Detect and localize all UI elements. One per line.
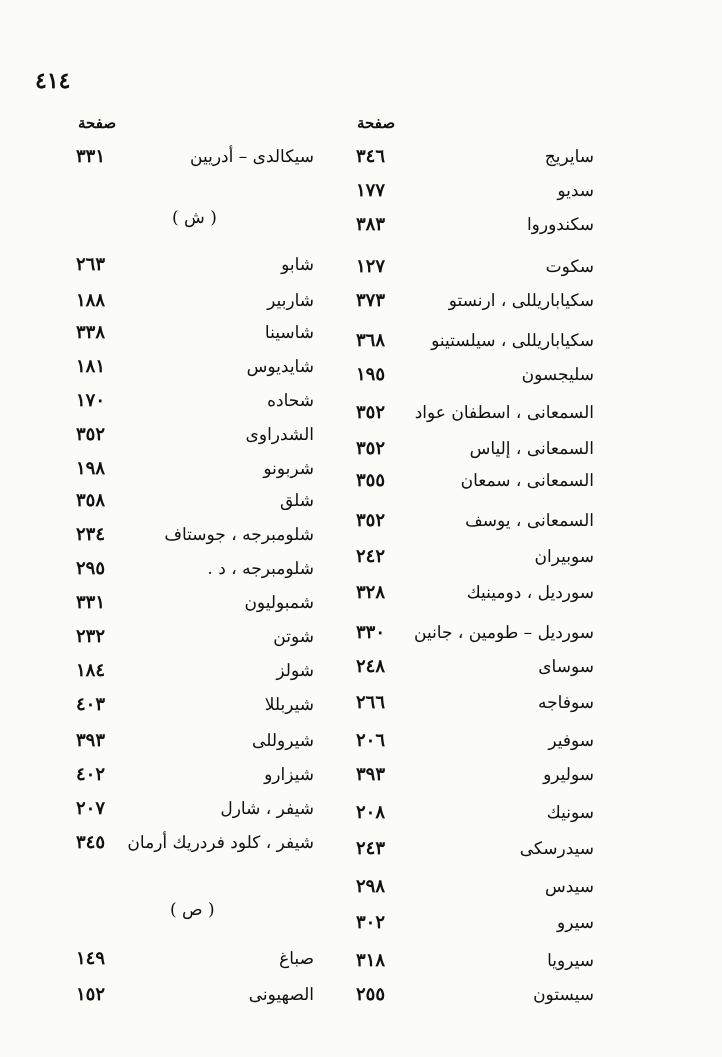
entry-page-number: ٢٣٤ [76,524,106,545]
index-entry [0,690,722,720]
entry-page-number: ١٨٨ [76,290,106,311]
entry-name: سيكالدى – أدريين [190,147,314,167]
entry-name: سديو [557,181,594,201]
entry-name: شوتن [273,627,314,647]
entry-page-number: ٣٤٥ [76,832,106,853]
entry-page-number: ٣١٨ [356,950,386,971]
entry-page-number: ٣٨٣ [356,214,386,235]
entry-name: شلومبرجه ، د . [207,559,314,579]
entry-name: شيفر ، شارل [220,799,314,819]
index-entry [0,622,722,652]
entry-name: شحاده [267,391,314,411]
entry-name: شيربللا [264,695,314,715]
entry-page-number: ٣٠٢ [356,912,386,933]
entry-name: شلومبرجه ، جوستاف [164,525,314,545]
page-number: ٤١٤ [35,68,71,94]
entry-name: شربونو [263,459,314,479]
entry-name: السمعانى ، اسطفان عواد [414,403,594,423]
entry-name: سايريج [544,147,594,167]
index-entry [0,352,722,382]
index-entry [0,944,722,974]
entry-name: سوفاجه [538,693,594,713]
entry-name: سونيك [546,803,594,823]
entry-page-number: ٢٦٦ [356,692,386,713]
entry-page-number: ١٧٧ [356,180,386,201]
entry-page-number: ٤٠٣ [76,694,106,715]
left-page-header: صفحة [78,114,117,132]
entry-page-number: ٣٢٨ [356,582,386,603]
index-entry [0,980,722,1010]
entry-name: سيستون [533,985,594,1005]
index-entry [0,520,722,550]
index-entry [0,386,722,416]
entry-name: صباغ [279,949,314,969]
index-entry [0,142,722,172]
index-entry [0,486,722,516]
entry-page-number: ٣٣٠ [356,622,386,643]
index-entry [0,726,722,756]
entry-page-number: ٣٩٣ [76,730,106,751]
entry-name: شيزارو [264,765,314,785]
section-heading-sad: ( ص ) [170,900,215,920]
entry-page-number: ٣٦٨ [356,330,386,351]
index-entry [0,210,722,240]
entry-page-number: ١٨١ [76,356,106,377]
entry-page-number: ٣٥٥ [356,470,386,491]
section-heading-shin: ( ش ) [172,208,217,228]
entry-name: سورديل ، دومينيك [466,583,594,603]
entry-page-number: ٢٤٢ [356,546,386,567]
entry-page-number: ٢٩٥ [76,558,106,579]
entry-page-number: ٣٤٦ [356,146,386,167]
entry-name: سليجسون [521,365,594,385]
entry-page-number: ١٩٨ [76,458,106,479]
entry-page-number: ١٢٧ [356,256,386,277]
index-entry [0,420,722,450]
entry-page-number: ١٤٩ [76,948,106,969]
entry-name: شايديوس [246,357,314,377]
entry-page-number: ١٩٥ [356,364,386,385]
index-entry [0,656,722,686]
entry-name: السمعانى ، إلياس [469,439,594,459]
entry-page-number: ٣٥٢ [76,424,106,445]
entry-name: شابو [281,255,314,275]
entry-name: سوفير [548,731,594,751]
entry-name: شاسينا [264,323,314,343]
entry-name: شلق [279,491,314,511]
entry-name: سوليرو [543,765,594,785]
index-entry [0,286,722,316]
entry-page-number: ٢٠٧ [76,798,106,819]
right-page-header: صفحة [357,114,396,132]
entry-page-number: ١٥٢ [76,984,106,1005]
entry-page-number: ١٨٤ [76,660,106,681]
index-entry [0,454,722,484]
entry-page-number: ٣٣١ [76,146,106,167]
entry-name: سورديل – طومين ، جانين [414,623,594,643]
index-entry [0,588,722,618]
entry-page-number: ٢٠٨ [356,802,386,823]
entry-page-number: ٢٦٣ [76,254,106,275]
entry-name: شاربير [267,291,314,311]
entry-page-number: ٣٥٢ [356,510,386,531]
entry-page-number: ٢٣٢ [76,626,106,647]
entry-name: سكندوروا [526,215,594,235]
entry-name: الصهيونى [248,985,314,1005]
entry-page-number: ٣٣١ [76,592,106,613]
entry-name: سيدرسكى [519,839,594,859]
index-entry [0,872,722,902]
entry-name: سكوت [545,257,594,277]
entry-name: سوساى [538,657,594,677]
entry-page-number: ٣٩٣ [356,764,386,785]
entry-page-number: ٢٥٥ [356,984,386,1005]
index-entry [0,828,722,858]
entry-page-number: ٣٣٨ [76,322,106,343]
entry-name: شمبوليون [244,593,314,613]
entry-page-number: ٣٧٣ [356,290,386,311]
index-entry [0,794,722,824]
entry-name: شيفر ، كلود فردريك أرمان [127,833,314,853]
entry-name: سكياباريللى ، سيلستينو [431,331,594,351]
entry-page-number: ٣٥٢ [356,438,386,459]
entry-name: سيدس [544,877,594,897]
entry-name: سيرو [557,913,594,933]
entry-page-number: ٢٤٨ [356,656,386,677]
entry-name: الشدراوى [245,425,314,445]
entry-page-number: ١٧٠ [76,390,106,411]
entry-name: السمعانى ، سمعان [460,471,594,491]
entry-name: سوبيران [534,547,594,567]
index-entry [0,250,722,280]
entry-page-number: ٢٤٣ [356,838,386,859]
entry-name: السمعانى ، يوسف [465,511,594,531]
entry-page-number: ٣٥٨ [76,490,106,511]
index-entry [0,908,722,938]
entry-page-number: ٣٥٢ [356,402,386,423]
index-entry [0,318,722,348]
entry-page-number: ٢٩٨ [356,876,386,897]
index-entry [0,176,722,206]
entry-name: سكياباريللى ، ارنستو [448,291,594,311]
entry-name: سيرويا [547,951,594,971]
entry-page-number: ٤٠٢ [76,764,106,785]
entry-name: شولز [276,661,314,681]
entry-name: شيروللى [252,731,314,751]
index-entry [0,554,722,584]
entry-page-number: ٢٠٦ [356,730,386,751]
index-entry [0,760,722,790]
